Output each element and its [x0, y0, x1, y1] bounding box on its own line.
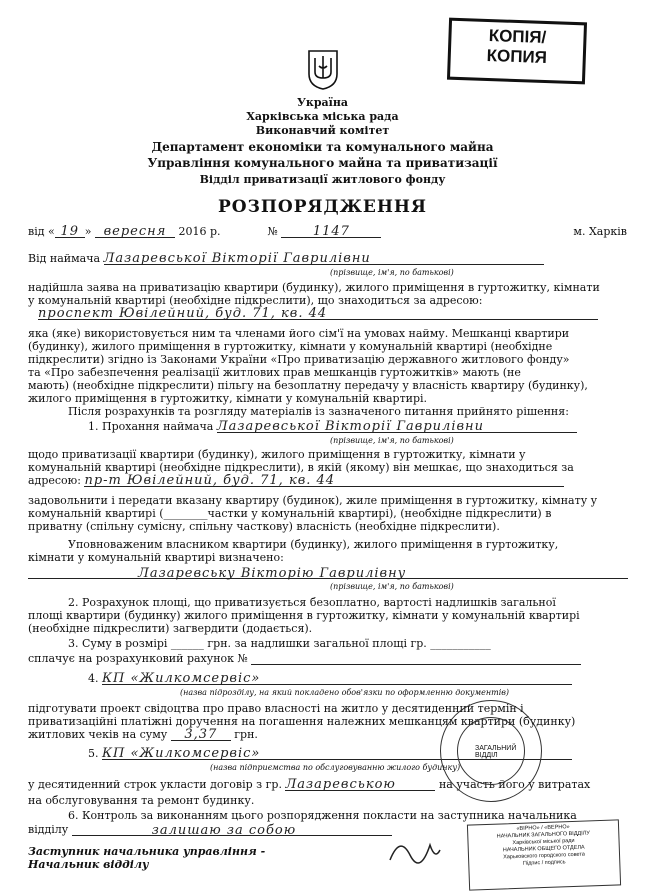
para-line: Уповноваженим власником квартири (будинку), жилого приміщення в гуртожитку,: [68, 538, 559, 551]
para-line: 2. Розрахунок площі, що приватизується безоплатно, вартості надлишків загальної: [68, 596, 556, 609]
para-line: на обслуговування та ремонт будинку.: [28, 794, 255, 807]
para-line: 3. Суму в розмірі ______ грн. за надлишки загальної площі гр. ___________: [68, 637, 491, 650]
contract-label: у десятиденний строк укласти договір з гр.: [28, 778, 282, 791]
para-line: приватизаційні платіжні доручення на погашення належних мешканцям квартири (будинку): [28, 715, 576, 728]
signature-title-2: Начальник відділу: [28, 858, 149, 871]
tenant-row: [28, 252, 631, 268]
para-line: Після розрахунків та розгляду матеріалів із зазначеного питання прийнято рішення:: [68, 405, 569, 418]
tenant-name: Лазаревської Вікторії Гаврилівни: [104, 252, 544, 265]
trident-emblem-icon: [305, 48, 341, 90]
date-number-row: від « 19 » вересня 2016 р. № 1147 м. Харків: [28, 225, 627, 239]
para-line: підготувати проект свідоцтва про право власності на житло у десятиденний термін і: [28, 702, 524, 715]
sum-label: житлових чеків на суму: [28, 728, 168, 741]
certified-stamp: «ВІРНО» / «ВЕРНО» НАЧАЛЬНИК ЗАГАЛЬНОГО ВІДДІЛУ Харківської міської ради НАЧАЛЬНИК ОБЩЕГО ОТДЕЛА Харьковского городского совета Підпис / подпись: [467, 819, 621, 890]
item4-label: 4.: [88, 672, 99, 685]
para-line: площі квартири (будинку) жилого приміщення в гуртожитку, кімнати у комунальній квартирі: [28, 609, 580, 622]
order-number: 1147: [281, 225, 381, 238]
owner-row: [28, 566, 631, 582]
owner-name-hint: (прізвище, ім'я, по батькові): [330, 582, 454, 591]
address2-row: [28, 474, 631, 490]
para-line: надійшла заява на приватизацію квартири (будинку), жилого приміщення в гуртожитку, кімнати: [28, 281, 600, 294]
item5-value: КП «Жилкомсервіс»: [102, 747, 572, 760]
tenant-label: Від наймача: [28, 252, 101, 265]
account-label: сплачує на розрахунковий рахунок №: [28, 652, 248, 665]
owner-name: Лазаревську Вікторію Гаврилівну: [28, 567, 628, 579]
para-line: (будинку), жилого приміщення в гуртожитку, кімнати у комунальній квартирі (необхідне: [28, 340, 553, 353]
item5-hint: (назва підприємства по обслуговуванню жилого будинку): [210, 763, 461, 772]
copy-stamp: [447, 18, 587, 85]
number-label: №: [267, 225, 278, 238]
sum-unit: грн.: [234, 728, 258, 741]
para-line: щодо приватизації квартири (будинку), жилого приміщення в гуртожитку, кімнати у: [28, 448, 526, 461]
date-from-label: від «: [28, 225, 55, 238]
city: м. Харків: [573, 225, 627, 238]
header-country: Україна: [296, 96, 349, 109]
date-day: 19: [55, 225, 85, 238]
header-council: Харківська міська рада: [246, 110, 399, 123]
control-label: відділу: [28, 823, 69, 836]
copy-stamp-line2: КОПИЯ: [486, 45, 548, 68]
header-division: Відділ приватизації житлового фонду: [199, 173, 446, 186]
header-directorate: Управління комунального майна та приватизації: [147, 156, 498, 170]
address2-label: адресою:: [28, 474, 81, 487]
sum-value: 3,37: [171, 728, 231, 741]
item5-label: 5.: [88, 747, 99, 760]
tenant-name-hint: (прізвище, ім'я, по батькові): [330, 268, 454, 277]
item1-name: Лазаревської Вікторії Гаврилівни: [217, 420, 577, 433]
para-line: мають) (необхідне підкреслити) пільгу на безоплатну передачу у власність квартиру (будинку),: [28, 379, 588, 392]
para-line: яка (яке) використовується ним та членами його сім'ї на умовах найму. Мешканці квартири: [28, 327, 570, 340]
para-line: та «Про забезпечення реалізації житлових прав мешканців гуртожитків» мають (не: [28, 366, 521, 379]
item4-hint: (назва підрозділу, на який покладено обов'язки по оформленню документів): [180, 688, 510, 697]
para-line: у комунальній квартирі (необхідне підкреслити), що знаходиться за адресою:: [28, 294, 483, 307]
address-2: пр-т Ювілейний, буд. 71, кв. 44: [84, 474, 564, 487]
contract-name: Лазаревською: [285, 778, 435, 791]
item1-name-hint: (прізвище, ім'я, по батькові): [330, 436, 454, 445]
date-year: 2016 р.: [178, 225, 221, 238]
para-line: комунальній квартирі (________частки у комунальній квартирі), (необхідне підкреслити) в: [28, 507, 552, 520]
item1-row: [28, 420, 631, 436]
copy-stamp-line1: КОПІЯ/: [488, 26, 547, 48]
header-department: Департамент економіки та комунального майна: [151, 140, 494, 154]
header-committee: Виконавчий комітет: [255, 124, 390, 137]
item4-value: КП «Жилкомсервіс»: [102, 672, 572, 685]
para-line: (необхідне підкреслити) загвердити (додається).: [28, 622, 313, 635]
para-line: жилого приміщення в гуртожитку, кімнати у комунальній квартирі.: [28, 392, 428, 405]
signature-image: [385, 830, 445, 870]
item1-label: 1. Прохання наймача: [88, 420, 214, 433]
signature-title-1: Заступник начальника управління -: [28, 845, 266, 858]
item4-row: [28, 672, 631, 688]
document-title: РОЗПОРЯДЖЕННЯ: [218, 197, 427, 217]
contract-tail: на участь його у витратах: [438, 778, 591, 791]
round-seal-icon: ЗАГАЛЬНИЙ ВІДДІЛ: [440, 700, 542, 802]
contract-row: [28, 778, 631, 794]
address-1: проспект Ювілейний, буд. 71, кв. 44: [38, 307, 598, 320]
address-row: [28, 307, 631, 323]
para-line: 6. Контроль за виконанням цього розпорядження покласти на заступника начальника: [68, 809, 577, 822]
para-line: задовольнити і передати вказану квартиру (будинок), жиле приміщення в гуртожитку, кімнату у: [28, 494, 598, 507]
control-value: залишаю за собою: [72, 824, 392, 836]
date-month: вересня: [95, 225, 175, 238]
para-line: приватну (спільну сумісну, спільну часткову) власність (необхідне підкреслити).: [28, 520, 500, 533]
para-line: комунальній квартирі (необхідне підкреслити), в якій (якому) він мешкає, що знаходиться за: [28, 461, 574, 474]
account-row: [28, 652, 631, 665]
para-line: кімнати у комунальній квартирі визначено:: [28, 551, 284, 564]
para-line: підкреслити) згідно із Законами України «Про приватизацію державного житлового фонду»: [28, 353, 570, 366]
